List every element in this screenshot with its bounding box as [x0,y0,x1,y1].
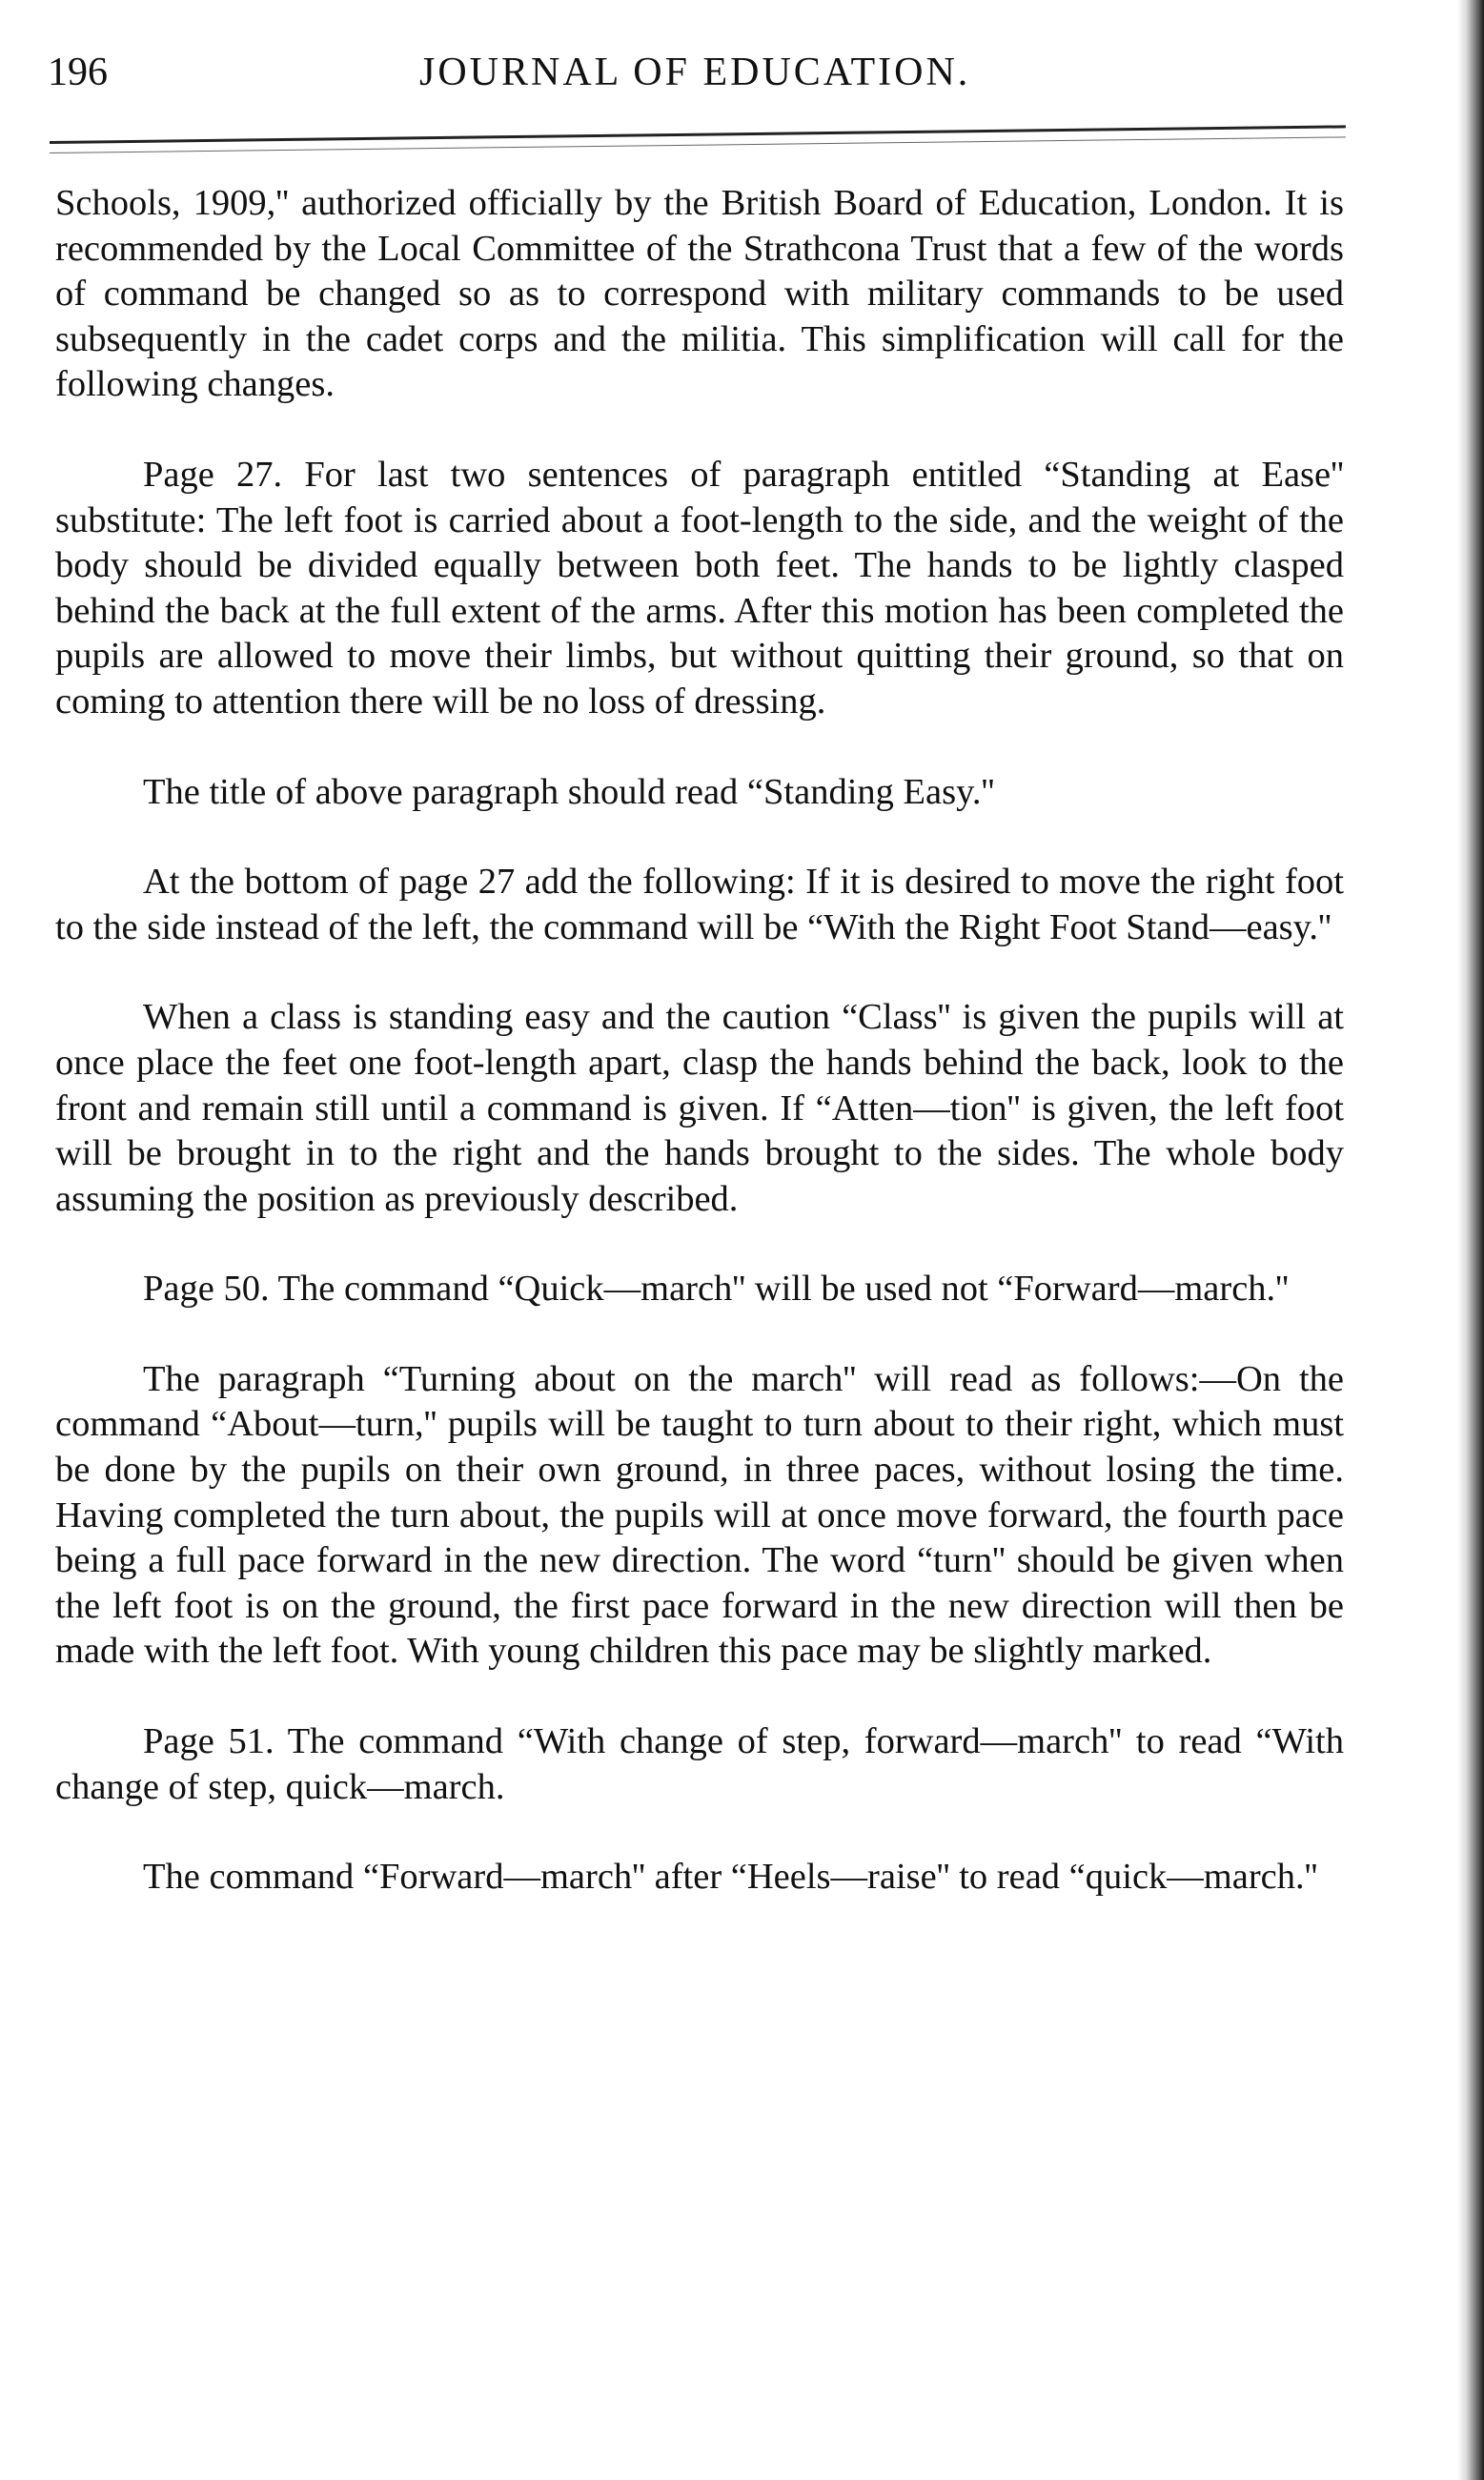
page-header [48,50,1334,116]
paragraph-page-51: Page 51. The command “With change of step, forward—march'' to read “With change of step, quick—march. [55,1721,1344,1807]
paragraph-continuation: Schools, 1909,'' authorized officially by the British Board of Education, London. It is recommended by the Local Committee of the Strathcona Trust that a few of the words of command be changed so as to correspond with military commands to be used subsequently in the cadet corps and the militia. This simplification will call for the following changes. [55,183,1344,405]
paragraph-page-27: Page 27. For last two sentences of paragraph entitled “Standing at Ease'' substitute: The left foot is carried about a foot-length to the side, and the weight of the body should be divided equally between both feet. The hands to be lightly clasped behind the back at the full extent of the arms. After this motion has been completed the pupils are allowed to move their limbs, but without quitting their ground, so that on coming to attention there will be no loss of dressing. [55,454,1344,722]
paragraph-page-50: Page 50. The command “Quick—march'' will be used not “Forward—march.'' [143,1269,1290,1310]
running-title: JOURNAL OF EDUCATION. [419,51,971,94]
page-binding-shadow [1457,0,1484,2480]
paragraph-turning-about: The paragraph “Turning about on the march'' will read as follows:—On the command “About—turn,'' pupils will be taught to turn about to their right, which must be done by the pupils on their own ground, in three paces, without losing the time. Having completed the turn about, the pupils will at once move forward, the fourth pace being a full pace forward in the new direction. The word “turn'' should be given when the left foot is on the ground, the first pace forward in the new direction will then be made with the left foot. With young children this pace may be slightly marked. [55,1358,1344,1672]
paragraph-title-change: The title of above paragraph should read “Standing Easy.'' [143,771,995,812]
header-rule [50,125,1346,144]
paragraph-right-foot: At the bottom of page 27 add the following: If it is desired to move the right foot to the side instead of the left, the command will be “With the Right Foot Stand—easy.'' [55,862,1344,947]
page-number: 196 [48,51,108,94]
article-body [55,181,1344,1945]
paragraph-heels-raise: The command “Forward—march'' after “Heels—raise'' to read “quick—march.'' [143,1857,1318,1898]
paragraph-class-caution: When a class is standing easy and the caution “Class'' is given the pupils will at once place the feet one foot-length apart, clasp the hands behind the back, look to the front and remain still until a command is given. If “Atten—tion'' is given, the left foot will be brought in to the right and the hands brought to the sides. The whole body assuming the position as previously described. [55,997,1344,1219]
